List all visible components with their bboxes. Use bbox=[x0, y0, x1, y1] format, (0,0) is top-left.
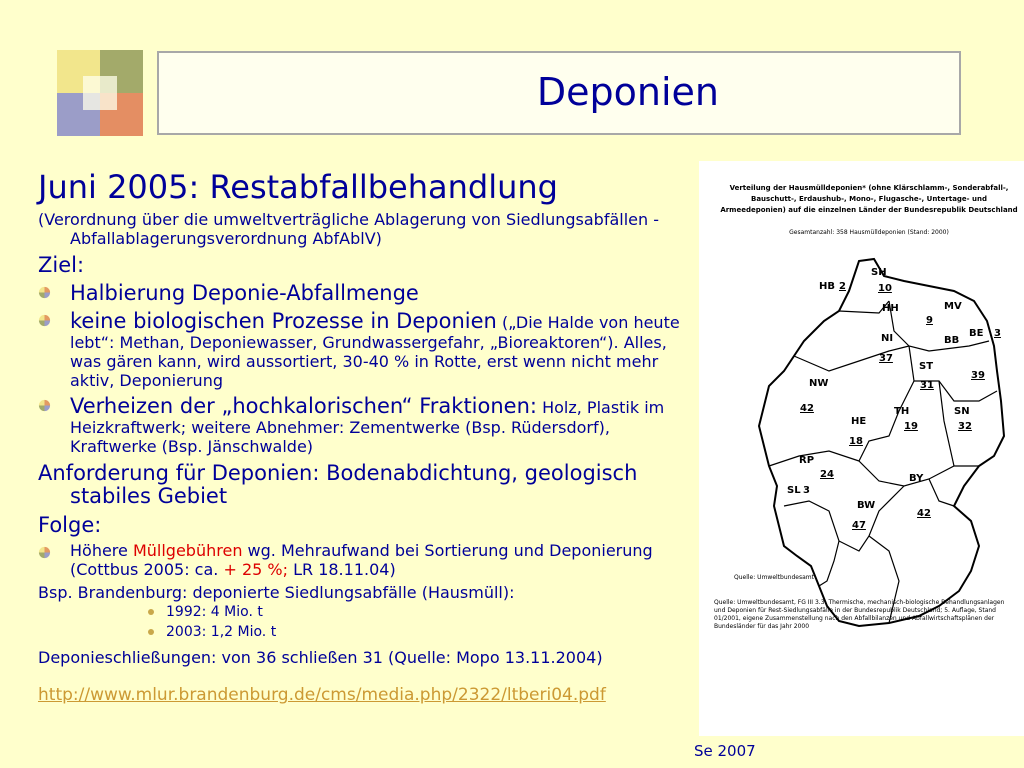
state-count-ni: 37 bbox=[879, 353, 893, 364]
state-code-sl: SL bbox=[787, 485, 801, 496]
state-count-th: 19 bbox=[904, 421, 918, 432]
state-code-bb: BB bbox=[944, 335, 960, 346]
example-label: Bsp. Brandenburg: deponierte Siedlungsabfälle (Hausmüll): bbox=[38, 583, 515, 602]
consequence-middle: wg. Mehraufwand bei Sortierung und Deponierung (Cottbus 2005: ca. bbox=[70, 541, 653, 579]
example-item-text: 2003: 1,2 Mio. t bbox=[166, 624, 277, 640]
state-count-mv: 9 bbox=[926, 315, 933, 326]
goal-item bbox=[38, 394, 692, 456]
source-link[interactable]: http://www.mlur.brandenburg.de/cms/media.php/2322/ltberi04.pdf bbox=[38, 685, 606, 705]
state-code-sh: SH bbox=[871, 267, 887, 278]
example-item bbox=[148, 602, 692, 622]
germany-outline bbox=[759, 259, 1004, 626]
state-code-by: BY bbox=[909, 473, 924, 484]
state-code-hb: HB bbox=[819, 281, 835, 292]
map-subtitle: Gesamtanzahl: 358 Hausmülldeponien (Stand: 2000) bbox=[789, 229, 949, 236]
state-code-he: HE bbox=[851, 416, 867, 427]
state-code-ni: NI bbox=[881, 333, 894, 344]
pie-bullet-icon bbox=[38, 546, 51, 559]
state-count-rp: 24 bbox=[820, 469, 834, 480]
state-code-be: BE bbox=[969, 328, 984, 339]
state-count-bw: 47 bbox=[852, 520, 866, 531]
bullet-dot-icon bbox=[148, 609, 154, 615]
goal-main: keine biologischen Prozesse in Deponien bbox=[70, 309, 497, 333]
state-code-nw: NW bbox=[809, 378, 829, 389]
slide-title: Deponien bbox=[536, 70, 719, 114]
state-count-sh: 10 bbox=[878, 283, 892, 294]
state-count-by: 42 bbox=[917, 508, 931, 519]
pie-bullet-icon bbox=[38, 399, 51, 412]
state-count-nw: 42 bbox=[800, 403, 814, 414]
pie-bullet-icon bbox=[38, 286, 51, 299]
map-source: Quelle: Umweltbundesamt bbox=[734, 574, 814, 581]
goal-item bbox=[38, 281, 692, 305]
state-code-st: ST bbox=[919, 361, 934, 372]
logo-square-center bbox=[83, 76, 117, 110]
state-code-bw: BW bbox=[857, 500, 876, 511]
goal-detail: Holz, Plastik im Heizkraftwerk; weitere Abnehmer: Zementwerke (Bsp. Rüdersdorf), Kraftwerke (Bsp. Jänschwalde) bbox=[70, 398, 665, 456]
goal-detail: („Die Halde von heute lebt“: Methan, Deponiewasser, Grundwassergefahr, „Bioreaktoren“). Alles, was gären kann, wird aussortiert, 30-40 % in Rotte, erst wenn nicht mehr aktiv, Deponierung bbox=[70, 313, 680, 390]
ordinance-note: (Verordnung über die umweltverträgliche Ablagerung von Siedlungsabfällen - Abfallablagerungsverordnung AbfAblV) bbox=[38, 210, 659, 248]
consequence-prefix: Höhere bbox=[70, 541, 128, 560]
consequence-item bbox=[38, 541, 692, 579]
consequence-label: Folge: bbox=[38, 513, 102, 537]
state-count-hb: 2 bbox=[839, 281, 846, 292]
pie-bullet-icon bbox=[38, 314, 51, 327]
map-panel bbox=[699, 161, 1024, 736]
section-heading: Juni 2005: Restabfallbehandlung bbox=[38, 168, 558, 206]
state-count-bb: 39 bbox=[971, 370, 985, 381]
consequence-highlight: Müllgebühren bbox=[132, 541, 243, 560]
goal-main: Halbierung Deponie-Abfallmenge bbox=[70, 281, 419, 305]
bullet-dot-icon bbox=[148, 629, 154, 635]
slide-content bbox=[28, 168, 692, 768]
example-item bbox=[148, 622, 692, 642]
consequence-suffix: LR 18.11.04) bbox=[293, 560, 396, 579]
map-title: Verteilung der Hausmülldeponien* (ohne Klärschlamm-, Sonderabfall-, Bauschutt-, Erdaushub-, Mono-, Flugasche-, Untertage- und Armeedeponien) auf die einzelnen Länder der Bundesrepublik Deutschland bbox=[720, 184, 1018, 214]
closures-text: Deponieschließungen: von 36 schließen 31 (Quelle: Mopo 13.11.2004) bbox=[38, 648, 603, 667]
state-code-rp: RP bbox=[799, 455, 815, 466]
state-count-sn: 32 bbox=[958, 421, 972, 432]
state-code-hh: HH bbox=[882, 303, 899, 314]
requirements-text: Anforderung für Deponien: Bodenabdichtung, geologisch stabiles Gebiet bbox=[38, 461, 638, 508]
consequence-increase: + 25 %; bbox=[223, 560, 288, 579]
goal-label: Ziel: bbox=[38, 253, 85, 277]
map-note: Quelle: Umweltbundesamt, FG III 3.3: Thermische, mechanisch-biologische Behandlungsanlagen und Deponien für Rest-Siedlungsabfälle in der Bundesrepublik Deutschland; 5. Auflage, Stand 01/2001, eigene Zusammenstellung nach den Abfallbilanzen und Abfallwirtschaftsplänen der Bundesländer für das Jahr 2000 bbox=[714, 599, 1005, 630]
state-count-sl: 3 bbox=[803, 485, 810, 496]
example-item-text: 1992: 4 Mio. t bbox=[166, 604, 263, 620]
goal-main: Verheizen der „hochkalorischen“ Fraktionen: bbox=[70, 394, 537, 418]
state-code-th: TH bbox=[894, 406, 910, 417]
state-count-he: 18 bbox=[849, 436, 863, 447]
goal-item bbox=[38, 309, 692, 390]
footer-text: Se 2007 bbox=[694, 742, 756, 760]
state-code-sn: SN bbox=[954, 406, 970, 417]
state-count-be: 3 bbox=[994, 328, 1001, 339]
decorative-logo bbox=[57, 50, 143, 136]
germany-map bbox=[739, 251, 1009, 651]
state-count-st: 31 bbox=[920, 380, 934, 391]
state-code-mv: MV bbox=[944, 301, 962, 312]
